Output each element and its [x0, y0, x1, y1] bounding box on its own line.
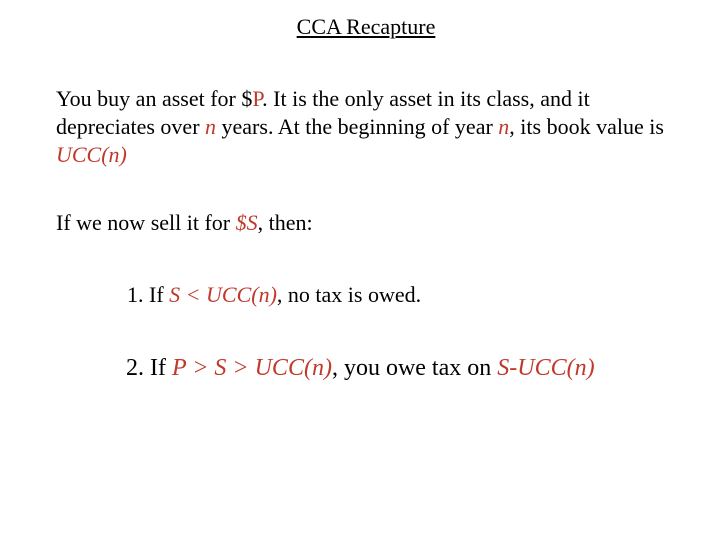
case-2-condition: P > S > UCC(n)	[171, 355, 332, 381]
case-2-taxable-amount: S-UCC(n)	[497, 355, 595, 381]
intro-text-4: , its book value is	[509, 114, 664, 139]
price-variable: P	[252, 86, 263, 111]
intro-text-3: years. At the beginning of year	[216, 114, 499, 139]
case-1-item	[127, 281, 421, 309]
year-variable: n	[498, 114, 510, 139]
case-1-condition: S < UCC(n)	[169, 282, 277, 307]
slide-title: CCA Recapture	[296, 14, 436, 39]
case-2-item	[56, 351, 616, 385]
case-2-text-1: 2. If	[126, 355, 172, 381]
sale-price-variable: $S	[235, 210, 258, 235]
sale-paragraph	[56, 209, 676, 237]
sale-text-1: If we now sell it for	[56, 210, 236, 235]
years-variable: n	[205, 114, 217, 139]
intro-paragraph	[56, 85, 676, 169]
sale-text-2: , then:	[257, 210, 313, 235]
intro-text-2: . It is the only asset in its class, and it depreciates over	[56, 86, 590, 139]
case-1-text-1: 1. If	[127, 282, 170, 307]
intro-text-1: You buy an asset for $	[56, 86, 253, 111]
case-2-text-2: , you owe tax on	[331, 355, 498, 381]
case-1-text-2: , no tax is owed.	[276, 282, 422, 307]
ucc-variable: UCC(n)	[56, 142, 127, 167]
